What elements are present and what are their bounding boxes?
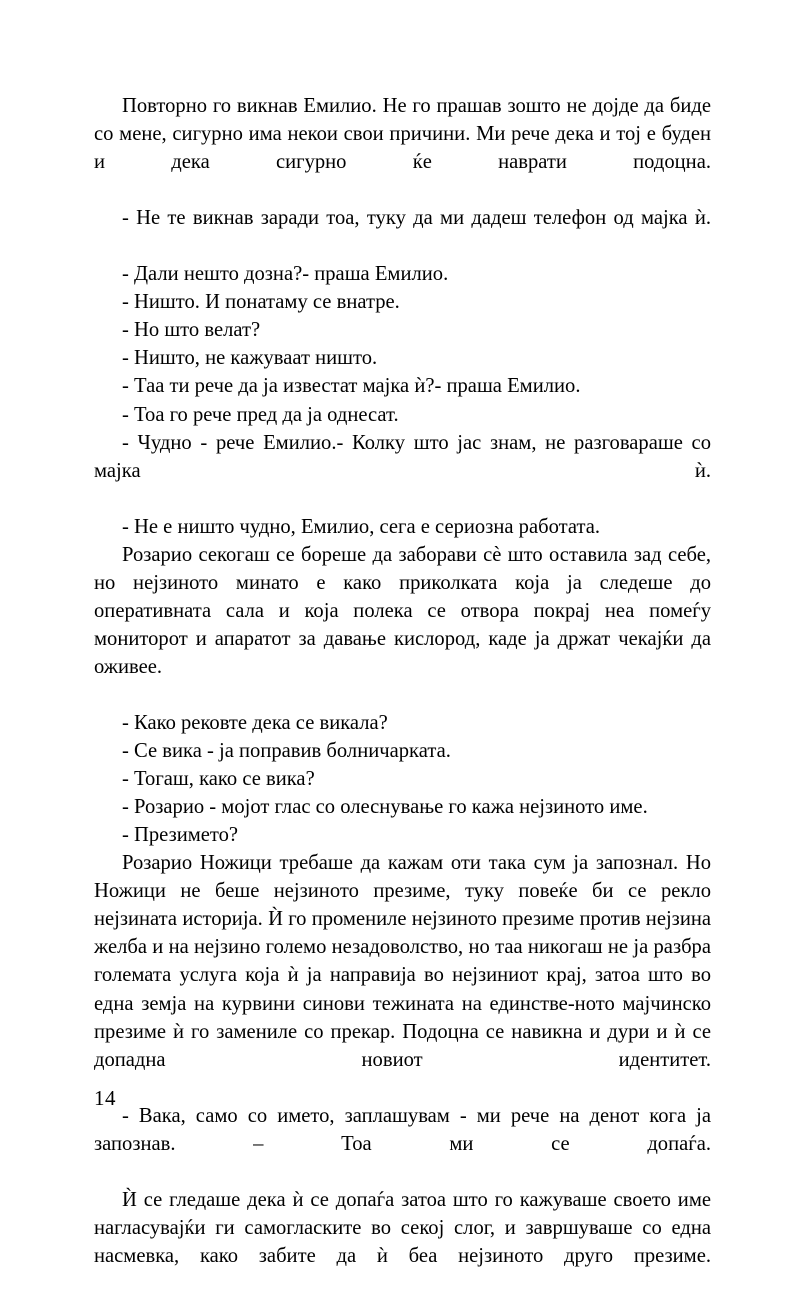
dialogue-line: - Розарио - мојот глас со олеснување го кажа нејзиното име. (122, 796, 648, 819)
dialogue-line: - Таа ти рече да ја известат мајка ѝ?- праша Емилио. (122, 375, 581, 398)
paragraph: Розарио секогаш се бореше да заборави сѐ што оставила зад себе, но нејзиното минато е како приколката која ја следеше до оперативната сала и која полека се отвора покрај неа помеѓу мониторот и апаратот за давање кислород, каде ја држат чекајќи да оживее. (94, 543, 711, 678)
dialogue-line: - Ништо, не кажуваат ништо. (122, 347, 378, 370)
page-text-block (94, 92, 711, 1298)
dialogue-line: - Како рековте дека се викала? (122, 712, 388, 735)
dialogue-line: - Ништо. И понатаму се внатре. (122, 291, 400, 314)
paragraph: - Вака, само со името, заплашувам - ми рече на денот кога ја запознав. – Тоа ми се допаѓа. (94, 1104, 711, 1155)
dialogue-line: - Се вика - ја поправив болничарката. (122, 740, 451, 763)
dialogue-line: - Тогаш, како се вика? (122, 768, 315, 791)
page-number: 14 (94, 1086, 116, 1110)
dialogue-line: - Тоа го рече пред да ја однесат. (122, 403, 399, 426)
dialogue-line: - Дали нешто дозна?- праша Емилио. (122, 263, 449, 286)
paragraph: - Не те викнав заради тоа, туку да ми дадеш телефон од мајка ѝ. (122, 207, 711, 230)
dialogue-line: - Презимето? (122, 824, 239, 847)
paragraph: - Чудно - рече Емилио.- Колку што јас знам, не разговараше со мајка ѝ. (94, 431, 711, 482)
paragraph: Розарио Ножици требаше да кажам оти така сум ја запознал. Но Ножици не беше нејзиното презиме, туку повеќе би се рекло нејзината историја. Ѝ го промениле нејзиното презиме против нејзина желба и на нејзино големо незадоволство, но таа никогаш не ја разбра големата услуга која ѝ ја направија во нејзиниот крај, затоа што во една земја на курвини синови тежината на единстве-ното мајчинско презиме ѝ го замениле со прекар. Подоцна се навикна и дури и ѝ се допадна новиот идентитет. (94, 852, 711, 1071)
paragraph: Повторно го викнав Емилио. Не го прашав зошто не дојде да биде со мене, сигурно има некои свои причини. Ми рече дека и тој е буден и дека сигурно ќе наврати подоцна. (94, 95, 711, 174)
dialogue-line: - Не е ништо чудно, Емилио, сега е сериозна работата. (122, 515, 600, 538)
dialogue-line: - Но што велат? (122, 319, 261, 342)
paragraph: Ѝ се гледаше дека ѝ се допаѓа затоа што го кажуваше своето име нагласувајќи ги самогласките во секој слог, и завршуваше со една насмевка, како забите да ѝ беа нејзиното друго презиме. (94, 1188, 711, 1267)
